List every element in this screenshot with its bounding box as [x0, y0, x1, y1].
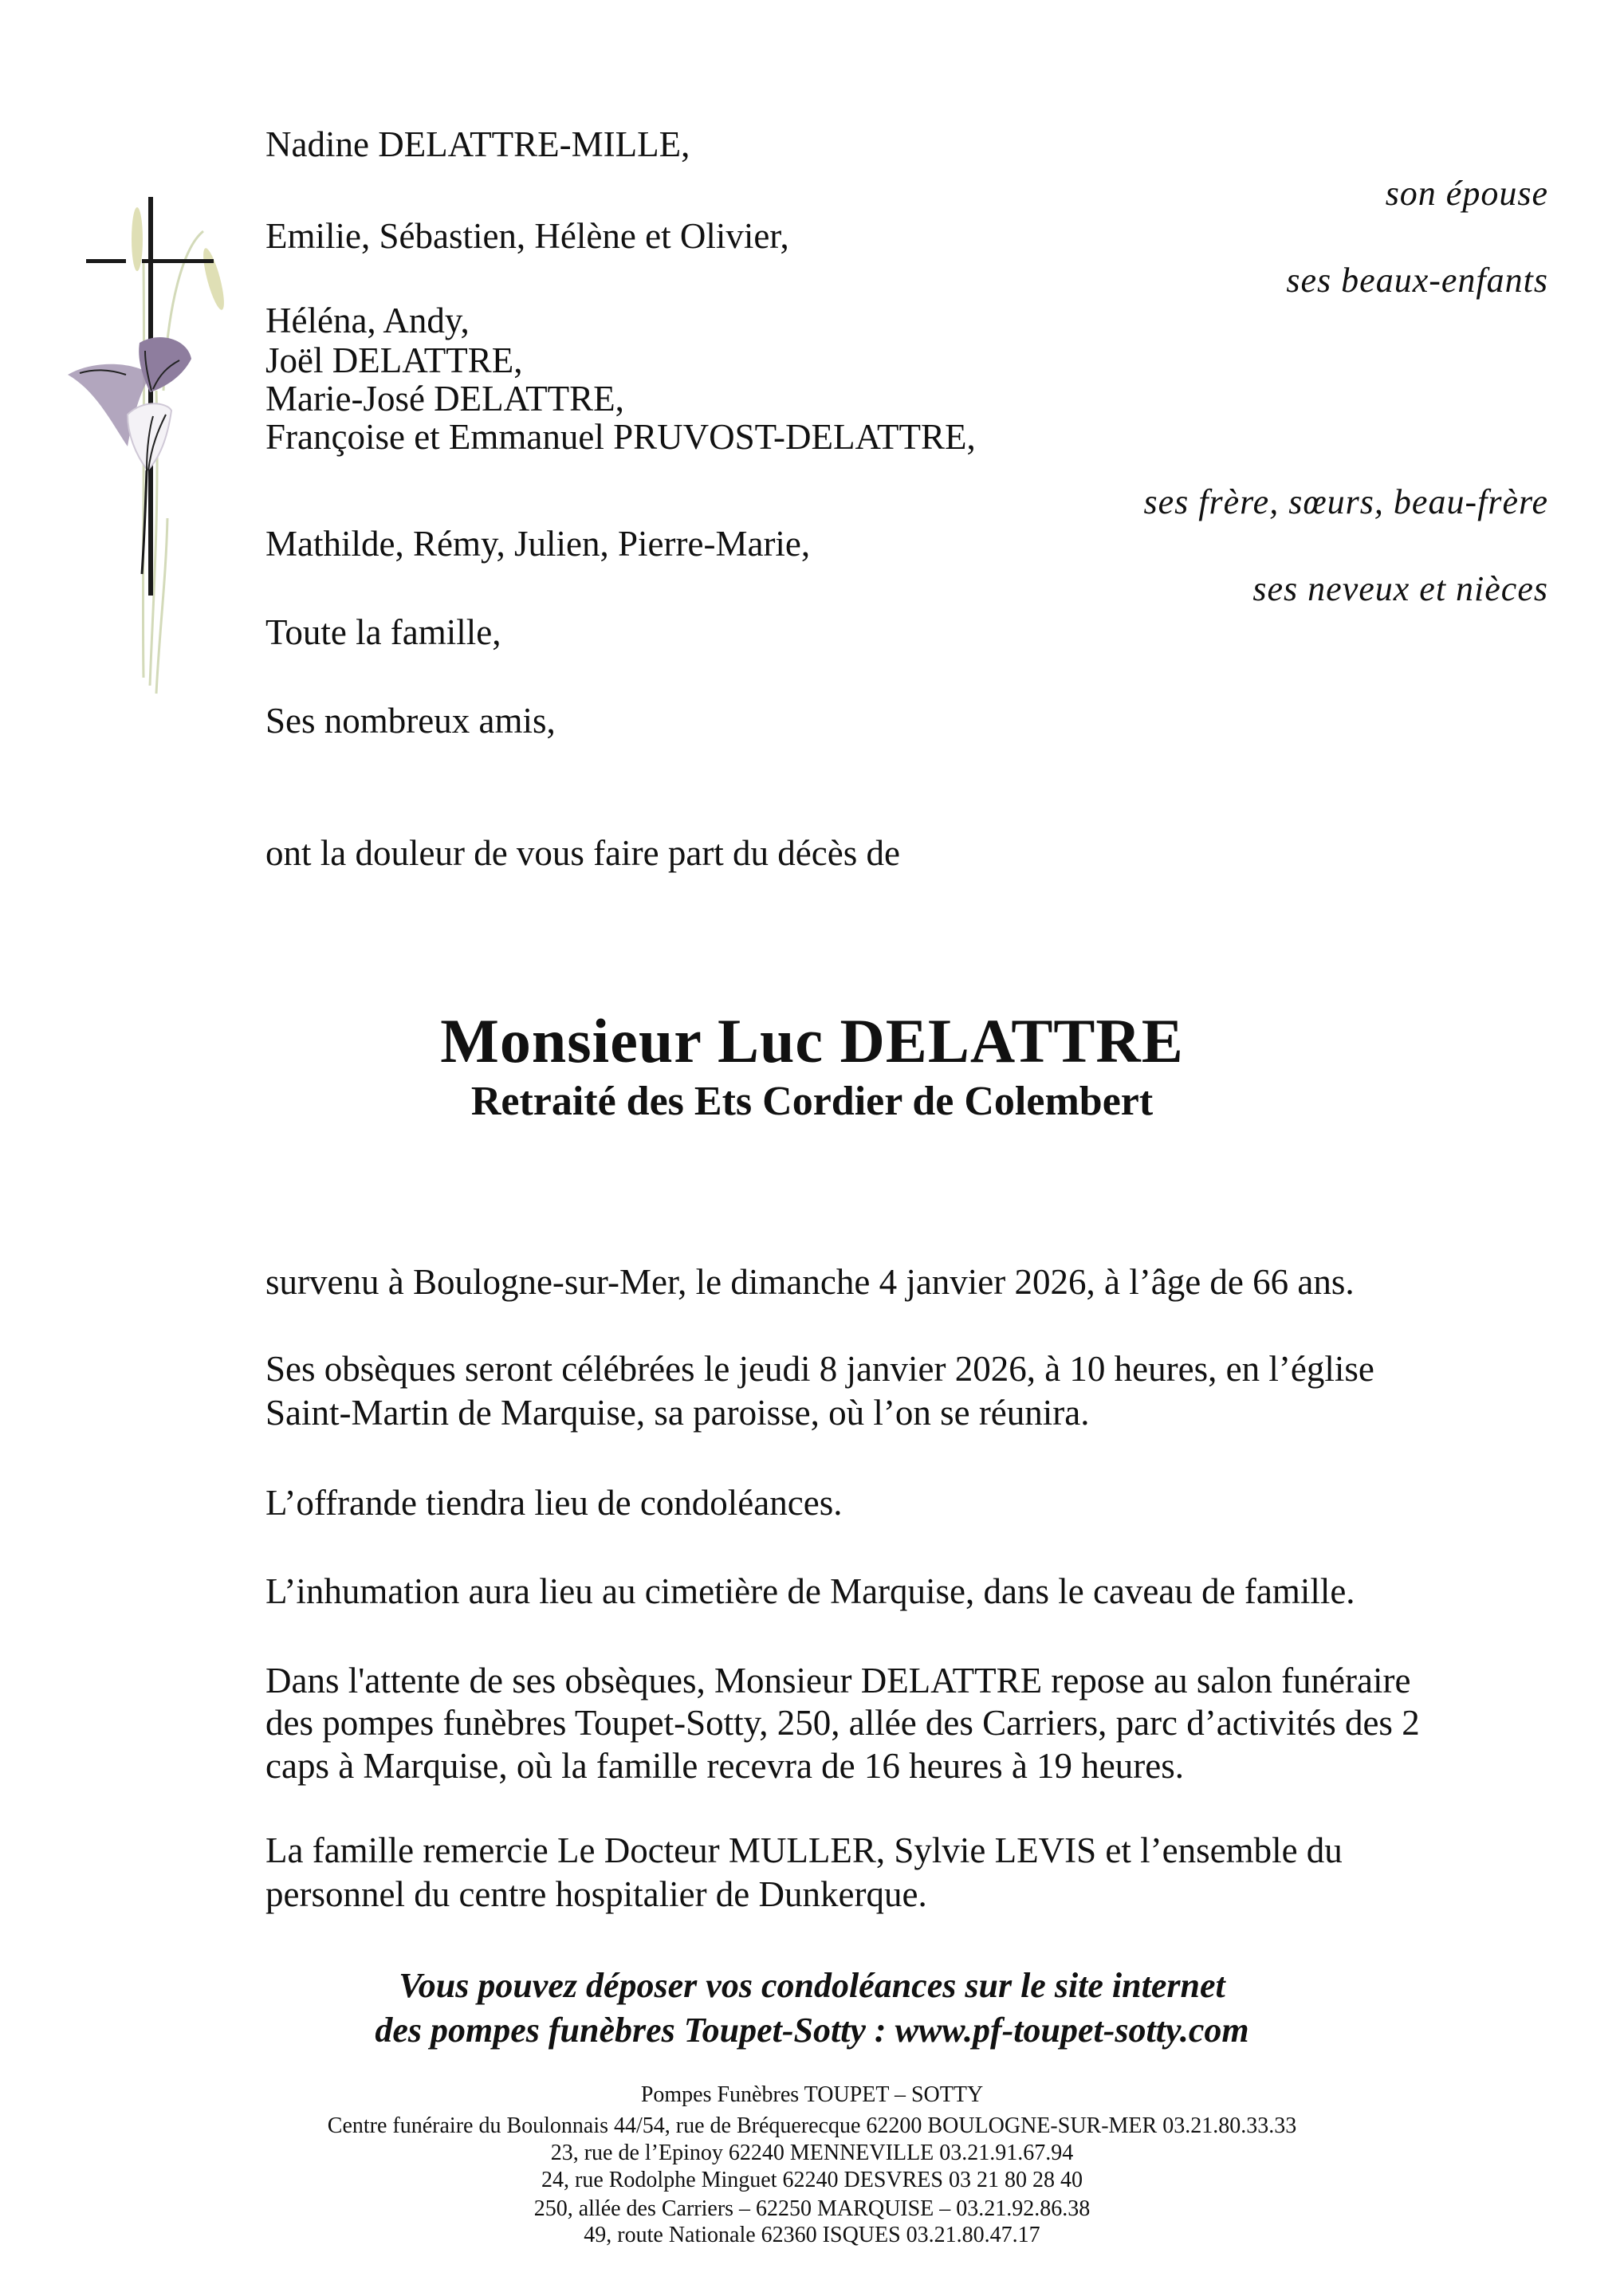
thanks-paragraph: personnel du centre hospitalier de Dunkerque.	[265, 1874, 927, 1914]
family-line: Françoise et Emmanuel PRUVOST-DELATTRE,	[265, 417, 976, 457]
offering-paragraph: L’offrande tiendra lieu de condoléances.	[265, 1483, 843, 1523]
burial-paragraph: L’inhumation aura lieu au cimetière de Marquise, dans le caveau de famille.	[265, 1571, 1355, 1611]
funeral-paragraph: Ses obsèques seront célébrées le jeudi 8 janvier 2026, à 10 heures, en l’église	[265, 1349, 1374, 1389]
death-paragraph: survenu à Boulogne-sur-Mer, le dimanche 4 janvier 2026, à l’âge de 66 ans.	[265, 1262, 1355, 1302]
condolences-website-line: des pompes funèbres Toupet-Sotty : www.pf-toupet-sotty.com	[375, 2011, 1249, 2050]
family-line: Ses nombreux amis,	[265, 701, 556, 741]
family-line: Marie-José DELATTRE,	[265, 379, 624, 419]
footer-address: Centre funéraire du Boulonnais 44/54, rue de Bréquerecque 62200 BOULOGNE-SUR-MER 03.21.80.33.33	[327, 2113, 1297, 2138]
family-line: Joël DELATTRE,	[265, 340, 523, 380]
relationship-label: ses frère, sœurs, beau-frère	[1143, 482, 1548, 521]
announcement-intro: ont la douleur de vous faire part du décès de	[265, 833, 900, 873]
deceased-name: Monsieur Luc DELATTRE	[440, 1006, 1184, 1075]
rest-paragraph: caps à Marquise, où la famille recevra de 16 heures à 19 heures.	[265, 1746, 1185, 1786]
relationship-label: ses neveux et nièces	[1252, 569, 1548, 608]
footer-address: 24, rue Rodolphe Minguet 62240 DESVRES 03 21 80 28 40	[541, 2168, 1083, 2192]
footer-address: 23, rue de l’Epinoy 62240 MENNEVILLE 03.21.91.67.94	[550, 2141, 1074, 2165]
relationship-label: ses beaux-enfants	[1286, 261, 1548, 300]
family-line: Mathilde, Rémy, Julien, Pierre-Marie,	[265, 524, 811, 564]
rest-paragraph: Dans l'attente de ses obsèques, Monsieur DELATTRE repose au salon funéraire	[265, 1661, 1411, 1700]
funeral-paragraph: Saint-Martin de Marquise, sa paroisse, où l’on se réunira.	[265, 1393, 1090, 1433]
footer-address: 49, route Nationale 62360 ISQUES 03.21.80.47.17	[584, 2223, 1040, 2247]
deceased-subtitle: Retraité des Ets Cordier de Colembert	[470, 1079, 1154, 1124]
cross-with-calla-lilies-icon	[48, 183, 271, 710]
footer-address: 250, allée des Carriers – 62250 MARQUISE – 03.21.92.86.38	[533, 2196, 1091, 2221]
calla-lily-icon	[68, 337, 191, 470]
condolences-line: Vous pouvez déposer vos condoléances sur le site internet	[399, 1966, 1225, 2005]
rest-paragraph: des pompes funèbres Toupet-Sotty, 250, allée des Carriers, parc d’activités des 2	[265, 1703, 1420, 1743]
relationship-label: son épouse	[1385, 174, 1548, 213]
family-line: Emilie, Sébastien, Hélène et Olivier,	[265, 216, 789, 256]
thanks-paragraph: La famille remercie Le Docteur MULLER, Sylvie LEVIS et l’ensemble du	[265, 1830, 1343, 1870]
family-line: Toute la famille,	[265, 612, 501, 652]
family-line: Nadine DELATTRE-MILLE,	[265, 124, 690, 164]
family-line: Héléna, Andy,	[265, 301, 470, 340]
footer-company: Pompes Funèbres TOUPET – SOTTY	[640, 2082, 984, 2107]
